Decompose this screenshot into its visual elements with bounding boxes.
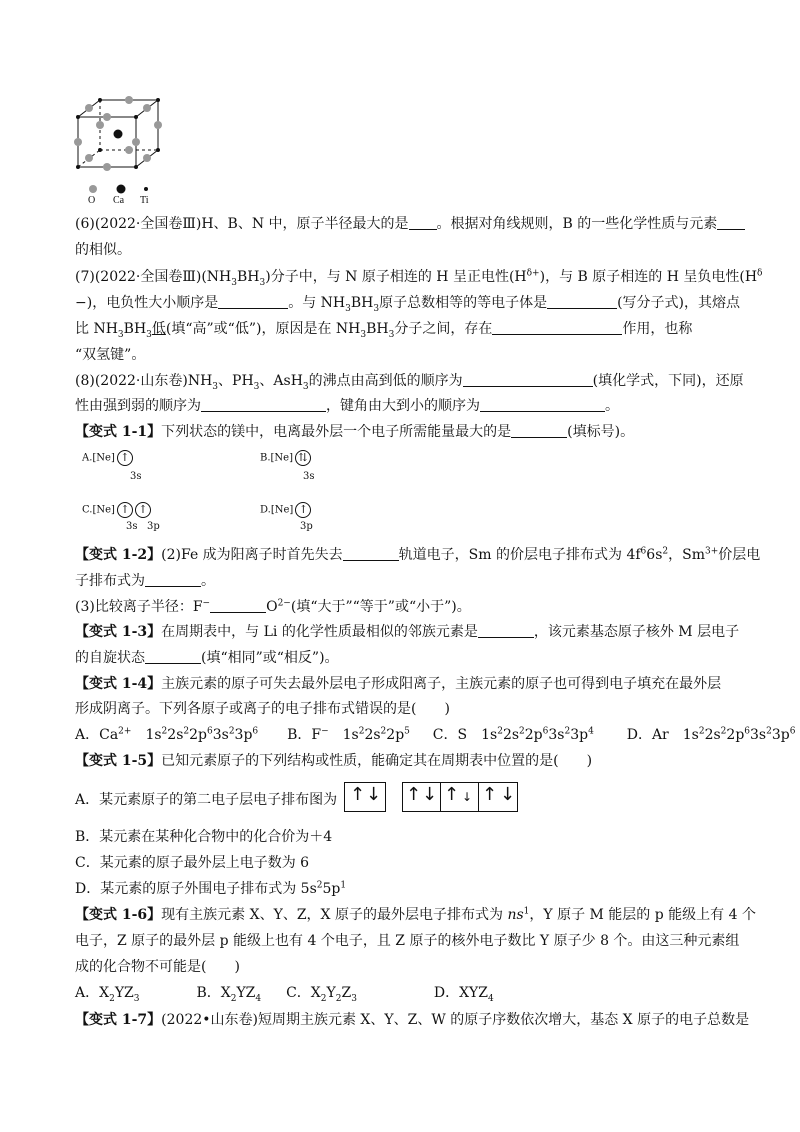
answer-blank[interactable]	[409, 215, 437, 230]
answer-blank[interactable]	[511, 423, 567, 438]
q7-line2: −)，电负性大小顺序是 。与 $NH_3BH_3$原子总数相等的等电子体是 (写分子式)，其熔点	[75, 295, 741, 314]
perovskite-crystal-figure	[70, 95, 180, 180]
variant-1-4-options	[75, 725, 795, 745]
option-c[interactable]: C．某元素的原子最外层上电子数为 6	[75, 855, 310, 871]
variant-1-2-line3: (3)比较离子半径：F− $O^{2-}$(填“大于”“等于”或“小于”)。	[75, 598, 471, 615]
q8-line1: (8)(2022·山东卷)$NH_3$、$PH_3$、AsH$_3$的沸点由高到低的顺序为 (填化学式，下同)，还原	[75, 373, 744, 392]
orbital-label: 3p	[300, 521, 313, 532]
answer-blank[interactable]	[547, 294, 617, 309]
crystal-legend-markers	[80, 184, 160, 194]
option-b[interactable]: B．$X_2YZ_4$	[196, 985, 262, 1004]
option-a-orbital: A.[Ne] ↑	[82, 450, 133, 466]
orbital-up-arrow-icon: ↑	[406, 784, 422, 805]
orbital-divider	[478, 782, 479, 812]
answer-blank[interactable]	[480, 397, 605, 412]
orbital-label: 3s	[303, 471, 315, 482]
answer-blank[interactable]	[717, 215, 745, 230]
answer-blank[interactable]	[463, 372, 593, 387]
q8-line2: 性由强到弱的顺序为 ，键角由大到小的顺序为 。	[75, 398, 619, 414]
answer-blank[interactable]	[210, 598, 266, 613]
variant-1-5-stem: 【变式 1-5】已知元素原子的下列结构或性质，能确定其在周期表中位置的是( )	[75, 753, 593, 769]
answer-blank[interactable]	[343, 546, 399, 561]
orbital-up-arrow-icon: ↑	[295, 502, 311, 518]
q7-line4: “双氢键”。	[75, 347, 146, 363]
variant-1-3-line2: 的自旋状态 (填“相同”或“相反”)。	[75, 650, 339, 666]
crystal-legend-o: O	[88, 195, 96, 206]
q7-line1: (7)(2022·全国卷$Ⅲ)(NH_3BH_3)$分子中，与 N 原子相连的 H 呈正电性$(H^{\delta+})$，与 B 原子相连的 H 呈负电性($H^\delta$	[75, 268, 763, 288]
crystal-legend-ca: Ca	[113, 195, 125, 206]
orbital-up-arrow-icon: ↑	[117, 502, 133, 518]
orbital-up-arrow-icon: ↑	[350, 784, 366, 805]
answer-blank[interactable]	[145, 572, 201, 587]
variant-1-1-stem: 【变式 1-1】下列状态的镁中，电离最外层一个电子所需能量最大的是 (填标号)。	[75, 424, 635, 440]
answer-blank[interactable]	[145, 649, 201, 664]
option-d[interactable]: D．$XYZ_4$	[433, 985, 494, 1004]
option-b-orbital: B.[Ne] ⇅	[260, 450, 311, 466]
answer-blank[interactable]	[492, 320, 622, 335]
orbital-paired-arrow-icon: ⇅	[295, 450, 311, 466]
variant-1-4-line1: 【变式 1-4】主族元素的原子可失去最外层电子形成阳离子，主族元素的原子也可得到电子填充在最外层	[75, 676, 722, 692]
option-d-orbital: D.[Ne] ↑	[260, 502, 311, 518]
option-c[interactable]: C．S $1s^22s^22p^63s^23p^4$	[432, 726, 594, 743]
option-d[interactable]: D．某元素的原子外围电子排布式为 $5s^25p^1$	[75, 880, 347, 897]
option-c-orbital: C.[Ne] ↑ ↑	[82, 502, 151, 518]
crystal-legend-ti: Ti	[140, 195, 149, 206]
answer-blank[interactable]	[201, 397, 326, 412]
orbital-down-arrow-icon: ↓	[500, 784, 516, 805]
option-a[interactable]: A．$X_2YZ_3$	[75, 985, 140, 1004]
orbital-up-arrow-icon: ↑	[482, 784, 498, 805]
variant-1-6-line3: 成的化合物不可能是( )	[75, 959, 240, 975]
variant-1-2-line1: 【变式 1-2】(2)Fe 成为阳离子时首先失去 轨道电子，Sm 的价层电子排布式为 $4f^66s^2$，$Sm^{3+}$价层电	[75, 546, 761, 563]
variant-1-2-line2: 子排布式为 。	[75, 573, 215, 589]
variant-1-6-options	[75, 983, 494, 1003]
orbital-down-arrow-icon: ↓	[366, 784, 382, 805]
orbital-label: 3p	[147, 521, 160, 532]
q7-line3: 比 $NH_3BH_3$低(填“高”或“低”)，原因是在 $NH_3BH_3$分子之间，存在 作用，也称	[75, 321, 693, 340]
option-d[interactable]: D．Ar $1s^22s^22p^63s^23p^6$	[626, 726, 796, 743]
orbital-up-arrow-icon: ↑	[135, 502, 151, 518]
variant-1-6-line1: 【变式 1-6】现有主族元素 X、Y、Z，X 原子的最外层电子排布式为 $ns^1$，Y 原子 M 能层的 p 能级上有 4 个	[75, 906, 756, 923]
orbital-label: 3s	[130, 471, 142, 482]
orbital-up-arrow-icon: ↑	[117, 450, 133, 466]
option-b[interactable]: B．F− $1s^22s^22p^5$	[287, 726, 410, 743]
q6-line2: 的相似。	[75, 242, 131, 258]
q6-line1: (6)(2022·全国卷Ⅲ)H、B、N 中，原子半径最大的是 。根据对角线规则，B 的一些化学性质与元素	[75, 214, 745, 234]
answer-blank[interactable]	[478, 623, 534, 638]
option-c[interactable]: C．$X_2Y_2Z_3$	[286, 985, 357, 1004]
option-b[interactable]: B．某元素在某种化合物中的化合价为＋4	[75, 829, 333, 845]
orbital-down-arrow-icon: ↓	[422, 784, 438, 805]
orbital-divider	[440, 782, 441, 812]
variant-1-6-line2: 电子，Z 原子的最外层 p 能级上也有 4 个电子，且 Z 原子的核外电子数比 Y 原子少 8 个。由这三种元素组	[75, 933, 740, 949]
option-a[interactable]: A．$Ca^{2+}$ $1s^22s^22p^63s^23p^6$	[75, 726, 259, 743]
orbital-label: 3s	[126, 521, 138, 532]
variant-1-4-line2: 形成阴离子。下列各原子或离子的电子排布式错误的是( )	[75, 701, 450, 717]
orbital-down-arrow-icon: ↓	[462, 790, 473, 804]
answer-blank[interactable]	[218, 294, 288, 309]
variant-1-3-line1: 【变式 1-3】在周期表中，与 Li 的化学性质最相似的邻族元素是 ，该元素基态原子核外 M 层电子	[75, 624, 740, 640]
orbital-up-arrow-icon: ↑	[444, 784, 460, 805]
variant-1-7-line1: 【变式 1-7】(2022•山东卷)短周期主族元素 X、Y、Z、W 的原子序数依次增大，基态 X 原子的电子总数是	[75, 1012, 750, 1028]
option-a[interactable]: A．某元素原子的第二电子层电子排布图为	[75, 792, 338, 808]
